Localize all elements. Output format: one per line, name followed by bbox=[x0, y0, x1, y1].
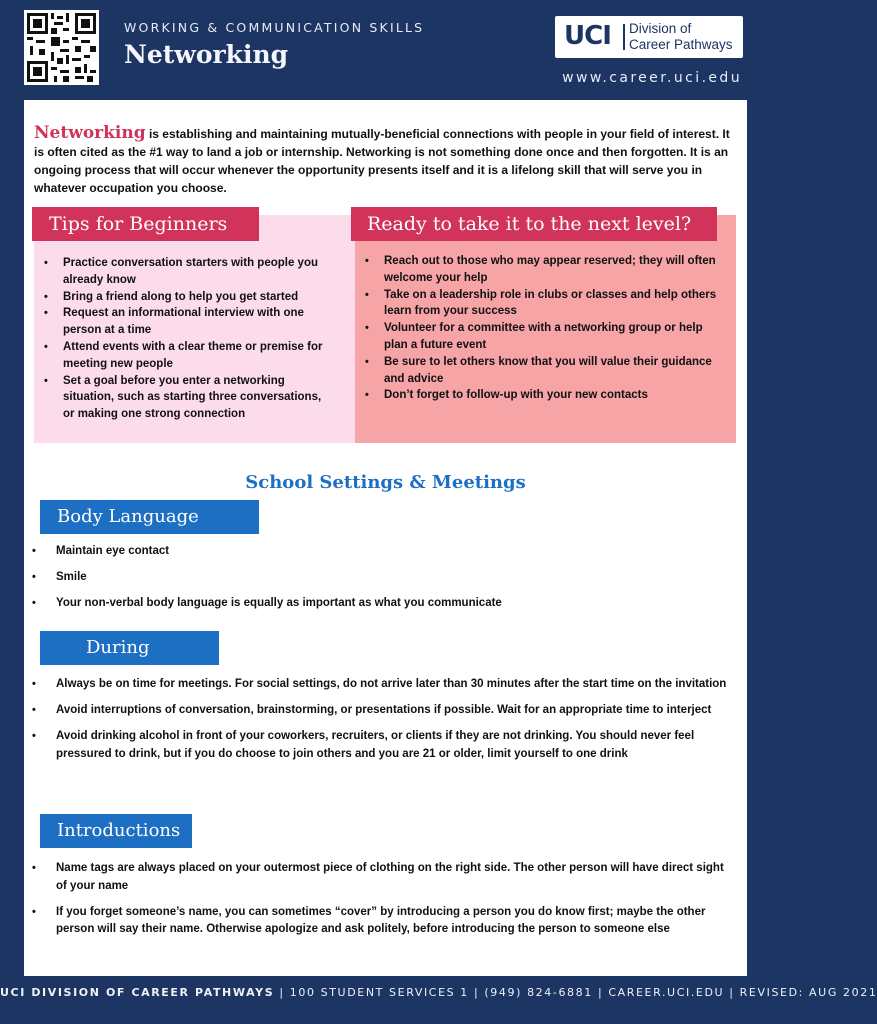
logo-line-2: Career Pathways bbox=[629, 37, 733, 52]
qr-code-icon[interactable] bbox=[24, 10, 99, 85]
list-item: • If you forget someone’s name, you can sometimes “cover” by introducing a person you do know first; maybe the other person will say their name. Otherwise apologize and ask politely, before introducing the person to someone else bbox=[30, 904, 730, 939]
tips-heading: Tips for Beginners bbox=[32, 207, 259, 241]
logo-divider bbox=[623, 24, 625, 50]
body-language-list bbox=[30, 543, 730, 613]
introductions-list bbox=[30, 860, 730, 939]
list-item: • Volunteer for a committee with a networking group or help plan a future event bbox=[362, 320, 720, 354]
next-level-list bbox=[362, 253, 720, 404]
list-item: • Practice conversation starters with people you already know bbox=[41, 255, 333, 289]
website-link[interactable]: www.career.uci.edu bbox=[562, 70, 742, 86]
list-item: • Request an informational interview with one person at a time bbox=[41, 305, 333, 339]
list-item: • Always be on time for meetings. For social settings, do not arrive later than 30 minutes after the start time on the invitation bbox=[30, 676, 730, 694]
list-item: • Avoid interruptions of conversation, brainstorming, or presentations if possible. Wait for an appropriate time to interject bbox=[30, 702, 730, 720]
list-item: • Be sure to let others know that you will value their guidance and advice bbox=[362, 354, 720, 388]
list-item: • Avoid drinking alcohol in front of your coworkers, recruiters, or clients if they are not drinking. You should never feel pressured to drink, but if you do choose to join others and you are 21 or older, limit yourself to one drink bbox=[30, 728, 730, 763]
list-item: • Your non-verbal body language is equally as important as what you communicate bbox=[30, 595, 730, 613]
during-list bbox=[30, 676, 730, 763]
intro-lead: Networking bbox=[34, 123, 146, 143]
list-item: • Name tags are always placed on your outermost piece of clothing on the right side. The other person will have direct sight of your name bbox=[30, 860, 730, 895]
body-language-heading: Body Language bbox=[40, 500, 259, 534]
tips-list bbox=[41, 255, 333, 423]
logo-mark: UCI bbox=[564, 21, 611, 51]
footer-details: | 100 STUDENT SERVICES 1 | (949) 824-6881 | CAREER.UCI.EDU | REVISED: AUG 2021 bbox=[274, 986, 877, 999]
list-item: • Smile bbox=[30, 569, 730, 587]
list-item: • Maintain eye contact bbox=[30, 543, 730, 561]
eyebrow-label: WORKING & COMMUNICATION SKILLS bbox=[124, 20, 425, 35]
school-settings-heading: School Settings & Meetings bbox=[245, 472, 526, 493]
list-item: • Don’t forget to follow-up with your new contacts bbox=[362, 387, 720, 404]
list-item: • Reach out to those who may appear reserved; they will often welcome your help bbox=[362, 253, 720, 287]
footer bbox=[0, 986, 877, 999]
footer-org: UCI DIVISION OF CAREER PATHWAYS bbox=[0, 986, 275, 999]
page-title: Networking bbox=[124, 40, 289, 69]
intro-paragraph bbox=[34, 124, 736, 197]
list-item: • Set a goal before you enter a networking situation, such as starting three conversations, or making one strong connection bbox=[41, 373, 333, 423]
intro-text: is establishing and maintaining mutually-beneficial connections with people in your field of interest. It is often cited as the #1 way to land a job or internship. Networking is not something done once and then forgotten. It is an ongoing process that will occur whenever the opportunity presents itself and it is a lifelong skill that will serve you in whatever occupation you choose. bbox=[34, 127, 730, 195]
during-heading: During bbox=[40, 631, 219, 665]
list-item: • Attend events with a clear theme or premise for meeting new people bbox=[41, 339, 333, 373]
content-panel bbox=[24, 100, 747, 976]
list-item: • Bring a friend along to help you get started bbox=[41, 289, 333, 306]
list-item: • Take on a leadership role in clubs or classes and help others learn from your success bbox=[362, 287, 720, 321]
next-level-heading: Ready to take it to the next level? bbox=[351, 207, 717, 241]
header bbox=[0, 0, 770, 100]
introductions-heading: Introductions bbox=[40, 814, 192, 848]
uci-logo bbox=[555, 16, 743, 58]
logo-line-1: Division of bbox=[629, 21, 692, 36]
